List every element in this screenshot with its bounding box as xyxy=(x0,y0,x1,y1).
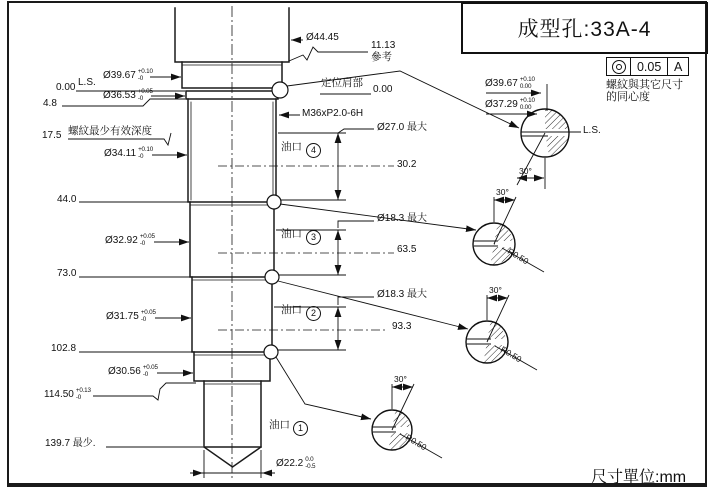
dim-d3729: Ø37.29 +0.10 0.00 xyxy=(485,97,535,111)
detail-view-2 xyxy=(473,197,544,272)
locating-shoulder-label: 定位肩部 xyxy=(321,77,363,89)
angle-30-d3: 30° xyxy=(489,285,502,295)
detail-view-4 xyxy=(372,384,442,458)
dim-d3175: Ø31.75 +0.05 -0 xyxy=(106,309,156,323)
oil-port-3-diameter: Ø18.3 最大 xyxy=(377,213,428,224)
oil-port-2-label: 油口 xyxy=(281,304,302,316)
radius-r050-d4: R0.50 xyxy=(403,432,429,453)
oil-port-1-number: 1 xyxy=(293,421,308,436)
dim-d3411: Ø34.11 +0.10 -0 xyxy=(104,146,153,160)
title-block xyxy=(461,2,708,54)
dim-outer-diameter: Ø44.45 xyxy=(306,32,339,43)
dim-tip-diameter: Ø22.2 0.0 -0.5 xyxy=(276,456,316,470)
left-dim-arrows xyxy=(150,77,193,373)
concentricity-icon xyxy=(606,57,631,76)
oil-port-2-position: 93.3 xyxy=(392,321,412,332)
datum-ls-label: L.S. xyxy=(78,77,96,88)
dim-d3967-left: Ø39.67 +0.10 -0 xyxy=(103,68,153,82)
centerlines xyxy=(218,6,394,478)
oil-port-1-label: 油口 xyxy=(269,419,290,431)
oil-port-4-diameter: Ø27.0 最大 xyxy=(377,122,428,133)
drawing-title: 成型孔:33A-4 xyxy=(517,18,652,41)
detail-view-ls xyxy=(517,109,581,189)
datum-zero-value: 0.00 xyxy=(56,82,76,93)
feature-control-frame xyxy=(606,57,689,76)
oil-port-2-number: 2 xyxy=(306,306,321,321)
oil-port-3-position: 63.5 xyxy=(397,244,417,255)
angle-30-d4: 30° xyxy=(394,374,407,384)
locating-shoulder-value: 0.00 xyxy=(373,84,393,95)
pos-44-0: 44.0 xyxy=(57,194,77,205)
radius-r050-d2: R0.50 xyxy=(505,246,531,267)
angle-30-ls: 30° xyxy=(519,166,532,176)
oil-port-4-label: 油口 xyxy=(281,141,302,153)
fcf-tolerance-value: 0.05 xyxy=(630,57,669,76)
dim-d3292: Ø32.92 +0.05 -0 xyxy=(105,233,155,247)
fcf-note-line1: 螺紋與其它尺寸 xyxy=(606,79,683,91)
pos-114-50: 114.50 +0.13 -0 xyxy=(44,387,91,401)
thread-spec: M36xP2.0-6H xyxy=(302,108,364,119)
left-position-lines xyxy=(62,88,371,447)
pos-139-7-min: 139.7 最少. xyxy=(45,438,96,449)
ls-detail-label: L.S. xyxy=(583,125,601,136)
dim-d3056: Ø30.56 +0.05 -0 xyxy=(108,364,158,378)
oil-port-3-label: 油口 xyxy=(281,228,302,240)
pos-102-8: 102.8 xyxy=(51,343,77,354)
oil-port-2-diameter: Ø18.3 最大 xyxy=(377,289,428,300)
fcf-datum: A xyxy=(667,57,689,76)
oil-port-3-number: 3 xyxy=(306,230,321,245)
dim-d3653: Ø36.53 +0.05 -0 xyxy=(103,88,153,102)
oil-port-4-number: 4 xyxy=(306,143,321,158)
detail-view-3 xyxy=(466,295,537,370)
pos-4-8: 4.8 xyxy=(43,98,57,109)
oil-port-4-position: 30.2 xyxy=(397,159,417,170)
units-label: 尺寸單位:mm xyxy=(591,469,687,486)
dim-ref-label: 參考 xyxy=(371,51,392,63)
radius-r050-d3: R0.50 xyxy=(498,344,524,365)
dim-ref-value: 11.13 xyxy=(371,40,396,51)
pos-73-0: 73.0 xyxy=(57,268,77,279)
thread-depth-note: 螺紋最少有效深度 xyxy=(68,125,152,137)
pos-17-5: 17.5 xyxy=(42,130,62,141)
angle-30-d2: 30° xyxy=(496,187,509,197)
fcf-note-line2: 的同心度 xyxy=(606,91,650,103)
dim-d3967-right: Ø39.67 +0.10 0.00 xyxy=(485,76,535,90)
